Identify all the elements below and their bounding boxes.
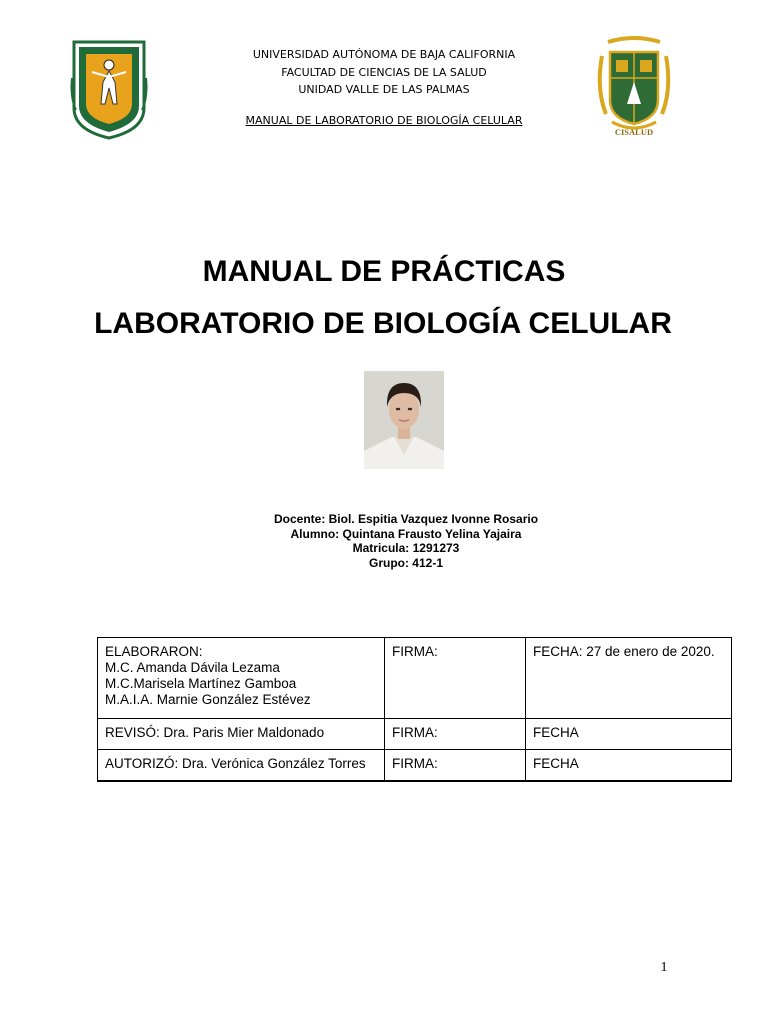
firma-cell: FIRMA: — [385, 719, 526, 750]
fecha-cell: FECHA — [526, 750, 732, 782]
docente-line: Docente: Biol. Espitia Vazquez Ivonne Rosario — [273, 512, 539, 526]
fecha-cell: FECHA — [526, 719, 732, 750]
faculty-name: FACULTAD DE CIENCIAS DE LA SALUD — [281, 65, 487, 79]
institution-header — [150, 46, 618, 129]
author-name: M.C.Marisela Martínez Gamboa — [105, 676, 297, 691]
autorizo-cell: AUTORIZÓ: Dra. Verónica González Torres — [98, 750, 385, 782]
table-row — [98, 719, 732, 750]
matricula-line: Matricula: 1291273 — [352, 541, 460, 555]
fecha-cell: FECHA: 27 de enero de 2020. — [526, 638, 732, 719]
student-photo — [364, 371, 444, 469]
author-name: M.C. Amanda Dávila Lezama — [105, 660, 280, 675]
student-info — [150, 512, 662, 570]
elaboraron-cell — [98, 638, 385, 719]
elaboraron-label: ELABORARON: — [105, 644, 203, 659]
uabc-logo — [70, 38, 148, 140]
page-number: 1 — [660, 960, 668, 975]
firma-cell: FIRMA: — [385, 750, 526, 782]
cisalud-label: CISALUD — [614, 127, 654, 137]
manual-name: MANUAL DE LABORATORIO DE BIOLOGÍA CELULAR — [245, 113, 523, 127]
reviso-cell: REVISÓ: Dra. Paris Mier Maldonado — [98, 719, 385, 750]
grupo-line: Grupo: 412-1 — [368, 555, 443, 570]
university-name: UNIVERSIDAD AUTÓNOMA DE BAJA CALIFORNIA — [252, 48, 516, 61]
firma-cell: FIRMA: — [385, 638, 526, 719]
table-row — [98, 638, 732, 719]
document-title: MANUAL DE PRÁCTICAS — [202, 255, 566, 288]
cisalud-logo — [594, 34, 674, 138]
author-name: M.A.I.A. Marnie González Estévez — [105, 692, 311, 707]
unit-name: UNIDAD VALLE DE LAS PALMAS — [298, 83, 470, 96]
table-row — [98, 750, 732, 782]
document-subtitle: LABORATORIO DE BIOLOGÍA CELULAR — [94, 307, 672, 340]
signature-table — [97, 637, 732, 782]
alumno-line: Alumno: Quintana Frausto Yelina Yajaira — [290, 526, 522, 541]
